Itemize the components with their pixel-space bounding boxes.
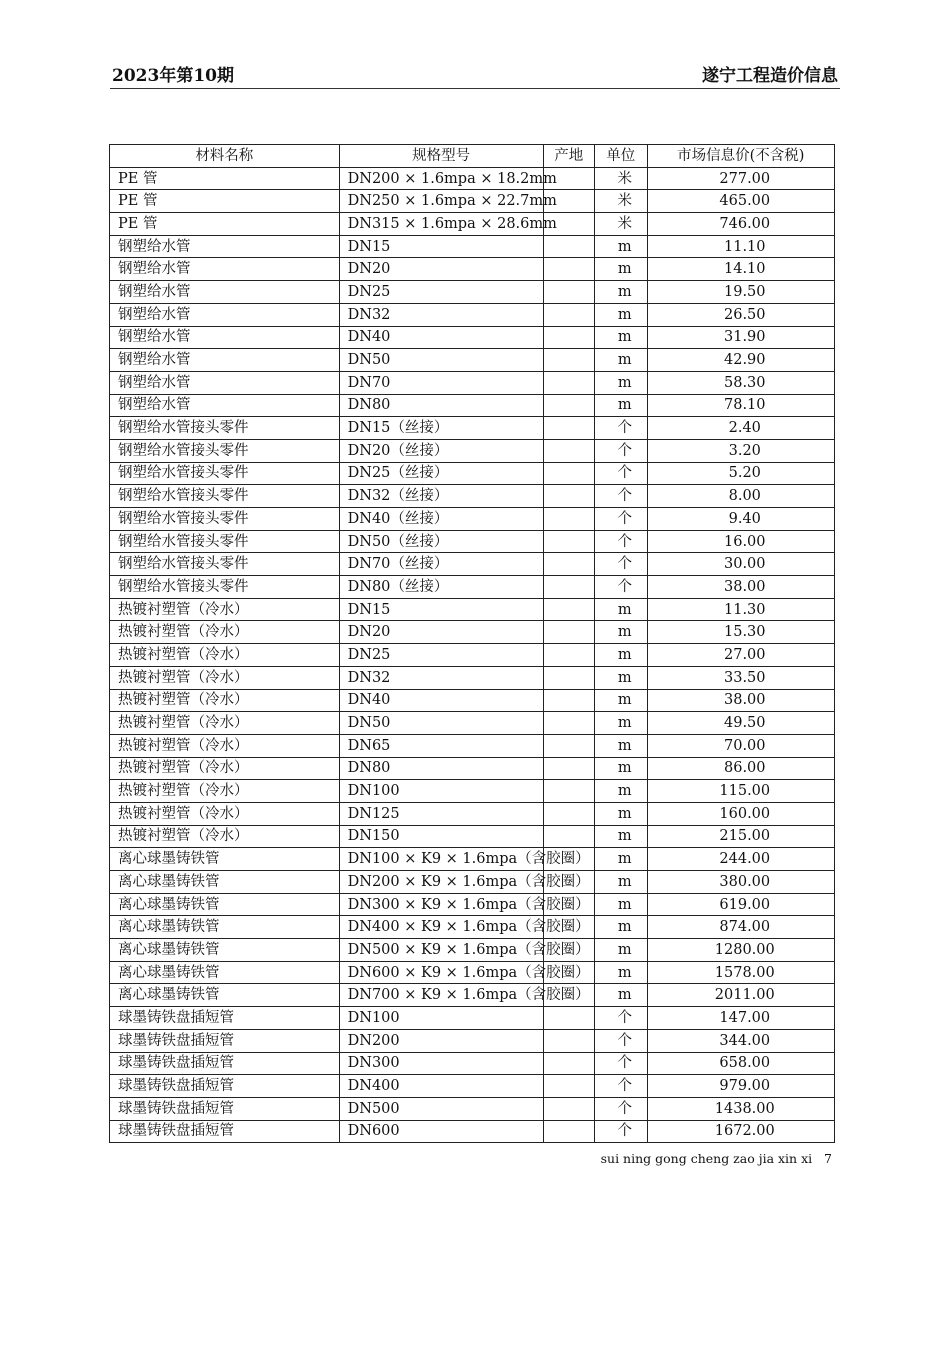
cell-unit: m [595, 258, 648, 281]
cell-material-name: 热镀衬塑管（冷水） [110, 734, 340, 757]
table-row [110, 1029, 835, 1052]
cell-spec: DN20 [339, 621, 543, 644]
cell-spec: DN600 [339, 1120, 543, 1143]
cell-price: 31.90 [647, 326, 834, 349]
cell-unit: m [595, 802, 648, 825]
cell-unit: 个 [595, 462, 648, 485]
cell-origin [543, 258, 594, 281]
cell-price: 86.00 [647, 757, 834, 780]
cell-origin [543, 462, 594, 485]
cell-unit: 个 [595, 1120, 648, 1143]
cell-unit: m [595, 984, 648, 1007]
table-row [110, 1052, 835, 1075]
table-row [110, 961, 835, 984]
cell-price: 2011.00 [647, 984, 834, 1007]
cell-spec: DN500 × K9 × 1.6mpa（含胶圈） [339, 939, 543, 962]
table-row [110, 712, 835, 735]
cell-material-name: 钢塑给水管 [110, 326, 340, 349]
cell-origin [543, 780, 594, 803]
cell-price: 619.00 [647, 893, 834, 916]
cell-unit: m [595, 712, 648, 735]
cell-origin [543, 644, 594, 667]
cell-spec: DN400 [339, 1075, 543, 1098]
cell-spec: DN150 [339, 825, 543, 848]
cell-spec: DN20 [339, 258, 543, 281]
cell-spec: DN50 [339, 349, 543, 372]
cell-spec: DN100 [339, 780, 543, 803]
cell-price: 215.00 [647, 825, 834, 848]
cell-unit: m [595, 303, 648, 326]
cell-origin [543, 394, 594, 417]
table-row [110, 1007, 835, 1030]
cell-unit: m [595, 326, 648, 349]
cell-material-name: 钢塑给水管 [110, 371, 340, 394]
cell-material-name: 钢塑给水管 [110, 235, 340, 258]
cell-price: 344.00 [647, 1029, 834, 1052]
cell-unit: 个 [595, 553, 648, 576]
cell-origin [543, 417, 594, 440]
page-footer [601, 1151, 832, 1166]
table-row [110, 984, 835, 1007]
cell-material-name: PE 管 [110, 190, 340, 213]
cell-origin [543, 281, 594, 304]
cell-spec: DN32 [339, 303, 543, 326]
cell-material-name: 钢塑给水管接头零件 [110, 530, 340, 553]
table-body [110, 167, 835, 1143]
cell-material-name: 钢塑给水管接头零件 [110, 485, 340, 508]
table-row [110, 281, 835, 304]
cell-spec: DN25 [339, 281, 543, 304]
table-row [110, 871, 835, 894]
table-row [110, 462, 835, 485]
cell-price: 42.90 [647, 349, 834, 372]
cell-unit: 个 [595, 576, 648, 599]
cell-price: 14.10 [647, 258, 834, 281]
cell-unit: 个 [595, 417, 648, 440]
cell-origin [543, 1120, 594, 1143]
cell-unit: m [595, 235, 648, 258]
table-row [110, 576, 835, 599]
cell-material-name: 热镀衬塑管（冷水） [110, 802, 340, 825]
cell-material-name: 球墨铸铁盘插短管 [110, 1075, 340, 1098]
cell-origin [543, 303, 594, 326]
table-row [110, 190, 835, 213]
table-row [110, 1075, 835, 1098]
table-row [110, 598, 835, 621]
cell-material-name: 离心球墨铸铁管 [110, 893, 340, 916]
cell-price: 38.00 [647, 689, 834, 712]
cell-spec: DN80 [339, 394, 543, 417]
cell-unit: m [595, 598, 648, 621]
cell-spec: DN80 [339, 757, 543, 780]
cell-material-name: 热镀衬塑管（冷水） [110, 666, 340, 689]
cell-material-name: 钢塑给水管 [110, 258, 340, 281]
cell-price: 277.00 [647, 167, 834, 190]
cell-material-name: 球墨铸铁盘插短管 [110, 1097, 340, 1120]
cell-material-name: 离心球墨铸铁管 [110, 871, 340, 894]
cell-material-name: 热镀衬塑管（冷水） [110, 689, 340, 712]
cell-price: 2.40 [647, 417, 834, 440]
cell-price: 3.20 [647, 439, 834, 462]
cell-spec: DN15（丝接） [339, 417, 543, 440]
cell-unit: m [595, 916, 648, 939]
table-row [110, 326, 835, 349]
cell-price: 11.30 [647, 598, 834, 621]
cell-material-name: 钢塑给水管 [110, 281, 340, 304]
table-row [110, 213, 835, 236]
cell-spec: DN600 × K9 × 1.6mpa（含胶圈） [339, 961, 543, 984]
cell-unit: 个 [595, 1052, 648, 1075]
cell-price: 979.00 [647, 1075, 834, 1098]
cell-price: 746.00 [647, 213, 834, 236]
cell-material-name: PE 管 [110, 167, 340, 190]
cell-price: 26.50 [647, 303, 834, 326]
cell-price: 1578.00 [647, 961, 834, 984]
cell-unit: m [595, 281, 648, 304]
cell-price: 465.00 [647, 190, 834, 213]
cell-price: 874.00 [647, 916, 834, 939]
cell-unit: m [595, 644, 648, 667]
cell-material-name: 钢塑给水管 [110, 349, 340, 372]
cell-spec: DN70（丝接） [339, 553, 543, 576]
column-header-origin: 产地 [543, 145, 594, 168]
cell-unit: m [595, 757, 648, 780]
table-header-row [110, 145, 835, 168]
table-row [110, 167, 835, 190]
cell-price: 380.00 [647, 871, 834, 894]
cell-price: 115.00 [647, 780, 834, 803]
cell-origin [543, 757, 594, 780]
cell-price: 1438.00 [647, 1097, 834, 1120]
cell-spec: DN500 [339, 1097, 543, 1120]
cell-material-name: 离心球墨铸铁管 [110, 961, 340, 984]
cell-unit: 个 [595, 1029, 648, 1052]
cell-material-name: 热镀衬塑管（冷水） [110, 598, 340, 621]
cell-spec: DN15 [339, 235, 543, 258]
cell-price: 1280.00 [647, 939, 834, 962]
cell-origin [543, 439, 594, 462]
table-row [110, 666, 835, 689]
cell-spec: DN65 [339, 734, 543, 757]
cell-spec: DN50 [339, 712, 543, 735]
table-row [110, 939, 835, 962]
cell-spec: DN40 [339, 689, 543, 712]
cell-origin [543, 553, 594, 576]
cell-material-name: 球墨铸铁盘插短管 [110, 1007, 340, 1030]
table-row [110, 916, 835, 939]
table-row [110, 553, 835, 576]
cell-spec: DN300 [339, 1052, 543, 1075]
table-row [110, 644, 835, 667]
table-row [110, 258, 835, 281]
cell-spec: DN400 × K9 × 1.6mpa（含胶圈） [339, 916, 543, 939]
table-row [110, 349, 835, 372]
cell-spec: DN25 [339, 644, 543, 667]
cell-unit: 个 [595, 1007, 648, 1030]
cell-material-name: 球墨铸铁盘插短管 [110, 1052, 340, 1075]
cell-material-name: 离心球墨铸铁管 [110, 939, 340, 962]
cell-spec: DN200 × K9 × 1.6mpa（含胶圈） [339, 871, 543, 894]
cell-unit: 米 [595, 167, 648, 190]
header-divider [110, 88, 840, 89]
cell-material-name: 钢塑给水管接头零件 [110, 508, 340, 531]
column-header-name: 材料名称 [110, 145, 340, 168]
cell-material-name: 热镀衬塑管（冷水） [110, 621, 340, 644]
cell-material-name: 钢塑给水管接头零件 [110, 417, 340, 440]
table-row [110, 1097, 835, 1120]
table-row [110, 689, 835, 712]
cell-spec: DN80（丝接） [339, 576, 543, 599]
cell-price: 33.50 [647, 666, 834, 689]
cell-unit: m [595, 689, 648, 712]
table-row [110, 485, 835, 508]
page-number: 7 [824, 1151, 832, 1166]
cell-origin [543, 235, 594, 258]
table-row [110, 780, 835, 803]
cell-material-name: 球墨铸铁盘插短管 [110, 1029, 340, 1052]
table-row [110, 394, 835, 417]
cell-material-name: 热镀衬塑管（冷水） [110, 712, 340, 735]
cell-unit: m [595, 848, 648, 871]
cell-unit: m [595, 961, 648, 984]
table-row [110, 439, 835, 462]
cell-price: 8.00 [647, 485, 834, 508]
cell-origin [543, 621, 594, 644]
cell-material-name: 钢塑给水管接头零件 [110, 439, 340, 462]
cell-unit: m [595, 734, 648, 757]
cell-material-name: PE 管 [110, 213, 340, 236]
cell-unit: m [595, 893, 648, 916]
cell-origin [543, 598, 594, 621]
table-row [110, 235, 835, 258]
cell-unit: m [595, 394, 648, 417]
table-row [110, 802, 835, 825]
cell-origin [543, 1097, 594, 1120]
cell-spec: DN70 [339, 371, 543, 394]
footer-text: sui ning gong cheng zao jia xin xi [600, 1151, 813, 1166]
table-row [110, 734, 835, 757]
cell-spec: DN32（丝接） [339, 485, 543, 508]
cell-unit: m [595, 825, 648, 848]
cell-spec: DN250 × 1.6mpa × 22.7mm [339, 190, 543, 213]
cell-origin [543, 712, 594, 735]
cell-material-name: 热镀衬塑管（冷水） [110, 780, 340, 803]
cell-spec: DN300 × K9 × 1.6mpa（含胶圈） [339, 893, 543, 916]
table-row [110, 417, 835, 440]
cell-unit: 个 [595, 1075, 648, 1098]
cell-origin [543, 326, 594, 349]
cell-unit: m [595, 666, 648, 689]
cell-origin [543, 508, 594, 531]
cell-material-name: 钢塑给水管 [110, 303, 340, 326]
cell-material-name: 离心球墨铸铁管 [110, 848, 340, 871]
cell-origin [543, 349, 594, 372]
cell-origin [543, 825, 594, 848]
table-row [110, 893, 835, 916]
cell-price: 30.00 [647, 553, 834, 576]
issue-label: 2023年第10期 [112, 66, 234, 86]
cell-unit: m [595, 621, 648, 644]
cell-spec: DN315 × 1.6mpa × 28.6mm [339, 213, 543, 236]
table-row [110, 371, 835, 394]
cell-origin [543, 734, 594, 757]
cell-price: 15.30 [647, 621, 834, 644]
cell-spec: DN40 [339, 326, 543, 349]
cell-unit: 米 [595, 190, 648, 213]
cell-origin [543, 1007, 594, 1030]
cell-price: 70.00 [647, 734, 834, 757]
cell-unit: m [595, 349, 648, 372]
cell-spec: DN25（丝接） [339, 462, 543, 485]
cell-origin [543, 576, 594, 599]
cell-origin [543, 530, 594, 553]
cell-origin [543, 1029, 594, 1052]
cell-unit: m [595, 939, 648, 962]
cell-spec: DN40（丝接） [339, 508, 543, 531]
cell-unit: 个 [595, 1097, 648, 1120]
cell-origin [543, 689, 594, 712]
cell-origin [543, 1075, 594, 1098]
table-row [110, 621, 835, 644]
cell-spec: DN100 × K9 × 1.6mpa（含胶圈） [339, 848, 543, 871]
cell-price: 11.10 [647, 235, 834, 258]
cell-price: 27.00 [647, 644, 834, 667]
cell-spec: DN32 [339, 666, 543, 689]
table-row [110, 757, 835, 780]
cell-price: 244.00 [647, 848, 834, 871]
cell-material-name: 钢塑给水管接头零件 [110, 553, 340, 576]
table-row [110, 848, 835, 871]
cell-unit: 个 [595, 439, 648, 462]
cell-price: 38.00 [647, 576, 834, 599]
table-row [110, 825, 835, 848]
cell-unit: m [595, 780, 648, 803]
cell-price: 147.00 [647, 1007, 834, 1030]
cell-spec: DN20（丝接） [339, 439, 543, 462]
cell-price: 1672.00 [647, 1120, 834, 1143]
cell-spec: DN50（丝接） [339, 530, 543, 553]
cell-spec: DN125 [339, 802, 543, 825]
cell-unit: 个 [595, 530, 648, 553]
cell-price: 5.20 [647, 462, 834, 485]
cell-material-name: 钢塑给水管 [110, 394, 340, 417]
cell-unit: m [595, 871, 648, 894]
cell-origin [543, 485, 594, 508]
cell-spec: DN700 × K9 × 1.6mpa（含胶圈） [339, 984, 543, 1007]
cell-origin [543, 1052, 594, 1075]
cell-origin [543, 802, 594, 825]
cell-material-name: 热镀衬塑管（冷水） [110, 757, 340, 780]
publication-title: 遂宁工程造价信息 [702, 66, 838, 86]
price-table [109, 144, 835, 1143]
cell-price: 19.50 [647, 281, 834, 304]
cell-spec: DN200 [339, 1029, 543, 1052]
cell-unit: m [595, 371, 648, 394]
table-row [110, 508, 835, 531]
cell-material-name: 钢塑给水管接头零件 [110, 576, 340, 599]
cell-material-name: 球墨铸铁盘插短管 [110, 1120, 340, 1143]
cell-price: 49.50 [647, 712, 834, 735]
cell-material-name: 钢塑给水管接头零件 [110, 462, 340, 485]
cell-unit: 米 [595, 213, 648, 236]
column-header-spec: 规格型号 [339, 145, 543, 168]
cell-spec: DN15 [339, 598, 543, 621]
cell-price: 58.30 [647, 371, 834, 394]
cell-origin [543, 371, 594, 394]
cell-material-name: 离心球墨铸铁管 [110, 916, 340, 939]
column-header-unit: 单位 [595, 145, 648, 168]
cell-origin [543, 666, 594, 689]
cell-price: 9.40 [647, 508, 834, 531]
cell-price: 78.10 [647, 394, 834, 417]
cell-material-name: 热镀衬塑管（冷水） [110, 825, 340, 848]
cell-material-name: 离心球墨铸铁管 [110, 984, 340, 1007]
cell-spec: DN100 [339, 1007, 543, 1030]
column-header-price: 市场信息价(不含税) [647, 145, 834, 168]
cell-material-name: 热镀衬塑管（冷水） [110, 644, 340, 667]
cell-price: 16.00 [647, 530, 834, 553]
cell-price: 160.00 [647, 802, 834, 825]
table-row [110, 530, 835, 553]
cell-unit: 个 [595, 508, 648, 531]
table-row [110, 303, 835, 326]
cell-spec: DN200 × 1.6mpa × 18.2mm [339, 167, 543, 190]
cell-price: 658.00 [647, 1052, 834, 1075]
cell-unit: 个 [595, 485, 648, 508]
table-row [110, 1120, 835, 1143]
